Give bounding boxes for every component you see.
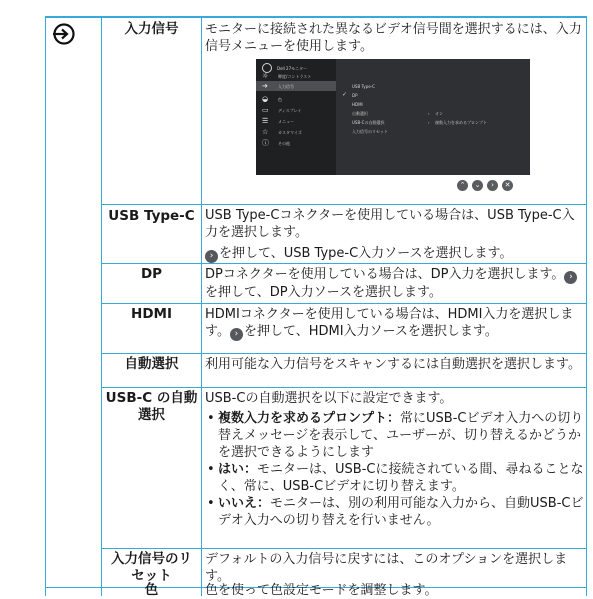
osd-display-icon: ▭	[262, 106, 269, 114]
osd-input-icon: ➔	[262, 82, 268, 90]
osd-up-button-icon: ⌃	[457, 180, 468, 191]
osd-color-icon: ◒	[262, 95, 269, 103]
row-desc-usb-typec: USB Type-Cコネクターを使用している場合は、USB Type-C入力を選択します。	[205, 208, 575, 240]
input-source-icon	[52, 22, 76, 46]
osd-down-button-icon: ⌄	[472, 180, 483, 191]
osd-option-selected: DP	[352, 93, 358, 98]
osd-option: 入力信号のリセット	[352, 129, 388, 134]
osd-option: 自動選択	[352, 111, 368, 116]
row-desc-usb-typec-action: › を押して、USB Type-C入力ソースを選択します。	[205, 245, 587, 263]
row-divider	[101, 387, 587, 388]
row-desc-usbc-auto: USB-Cの自動選択を以下に設定できます。 • 複数入力を求めるプロンプト：常にUSB-Cビデオ入力への切り替えメッセージを表示して、ユーザーが、切り替えるかどうかを選択できるようにします • はい：モニターは、USB-Cに接続されている間、尋ねることなく、常に、USB-Cビデオに切り替えます。 • いいえ：モニターは、別の利用可能な入力から、自動USB-Cビデオ入力への切り替えを行いません。	[205, 390, 587, 529]
row-divider	[101, 353, 587, 354]
osd-menu-icon: ☰	[262, 117, 269, 125]
row-desc-hdmi: HDMIコネクターを使用している場合は、HDMI入力を選択します。 › を押して、HDMI入力ソースを選択します。	[205, 307, 574, 339]
osd-menu-item: 色	[278, 97, 282, 102]
row-divider	[101, 204, 587, 205]
row-label-input-reset: 入力信号のリ セット	[111, 551, 192, 584]
osd-arrow-icon: ›	[428, 111, 430, 116]
row-label-hdmi: HDMI	[131, 306, 172, 322]
row-label-input-source: 入力信号	[124, 21, 179, 37]
osd-menu-item: その他	[278, 141, 290, 146]
osd-menu-item: 入力信号	[278, 84, 294, 89]
next-button-icon: ›	[564, 271, 577, 284]
osd-menu-item: 輝度/コントラスト	[278, 74, 312, 79]
row-desc-dp: DPコネクターを使用している場合は、DP入力を選択します。 ›を押して、DP入力ソースを選択します。	[205, 266, 587, 301]
row-label-usb-typec: USB Type-C	[108, 208, 195, 224]
osd-option: HDMI	[352, 102, 363, 107]
list-item: • いいえ：モニターは、別の利用可能な入力から、自動USB-Cビデオ入力への切り替えを行いません。	[207, 496, 584, 528]
list-item: • はい：モニターは、USB-Cに接続されている間、尋ねることなく、常に、USB-Cビデオに切り替えます。	[207, 462, 584, 494]
osd-next-button-icon: ›	[487, 180, 498, 191]
row-divider	[101, 303, 587, 304]
osd-check-icon: ✓	[342, 91, 348, 98]
row-label-auto-select: 自動選択	[124, 356, 179, 372]
osd-star-icon: ☆	[262, 128, 269, 136]
list-item: • 複数入力を求めるプロンプト：常にUSB-Cビデオ入力への切り替えメッセージを表示して、ユーザーが、切り替えるかどうかを選択できるようにします	[207, 411, 584, 460]
osd-value-auto: オン	[435, 111, 443, 116]
next-button-icon: ›	[205, 250, 218, 263]
row-divider	[101, 263, 587, 264]
osd-info-icon: ⓘ	[262, 139, 269, 147]
osd-option: USB-Cの自動選択	[352, 120, 385, 125]
osd-selected-item-highlight	[256, 81, 336, 91]
row-label-usbc-auto: USB-C の自動 選択	[105, 390, 198, 423]
partial-next-row	[0, 582, 593, 598]
next-button-icon: ›	[230, 328, 243, 341]
osd-menu-item: ディスプレイ	[278, 108, 302, 113]
row-divider	[101, 548, 587, 549]
osd-option: USB Type-C	[352, 84, 375, 89]
osd-menu-item: メニュー	[278, 119, 294, 124]
row-desc-input-reset: デフォルトの入力信号に戻すには、このオプションを選択します。	[205, 552, 568, 584]
table-top-border	[45, 16, 587, 18]
col-divider-3	[201, 16, 202, 596]
osd-value-usbc: 複数入力を求めるプロンプト	[435, 120, 487, 125]
osd-arrow-icon: ›	[428, 120, 430, 125]
col-divider-1	[45, 16, 46, 596]
row-desc-input-source: モニターに接続された異なるビデオ信号間を選択するには、入力信号メニューを使用します。	[205, 22, 582, 54]
row-desc-auto-select: 利用可能な入力信号をスキャンするには自動選択を選択します。	[205, 357, 581, 372]
osd-menu-item: カスタマイズ	[278, 130, 302, 135]
osd-exit-button-icon: ✕	[502, 180, 513, 191]
row-label-color: 色	[144, 582, 159, 598]
row-desc-color: 色を使って色設定モードを調整します。	[205, 583, 438, 598]
osd-title: Dell 27モニター	[277, 66, 308, 71]
osd-menu-screenshot	[256, 59, 530, 175]
row-label-dp: DP	[140, 266, 163, 282]
osd-brightness-icon: ☼	[262, 72, 269, 80]
